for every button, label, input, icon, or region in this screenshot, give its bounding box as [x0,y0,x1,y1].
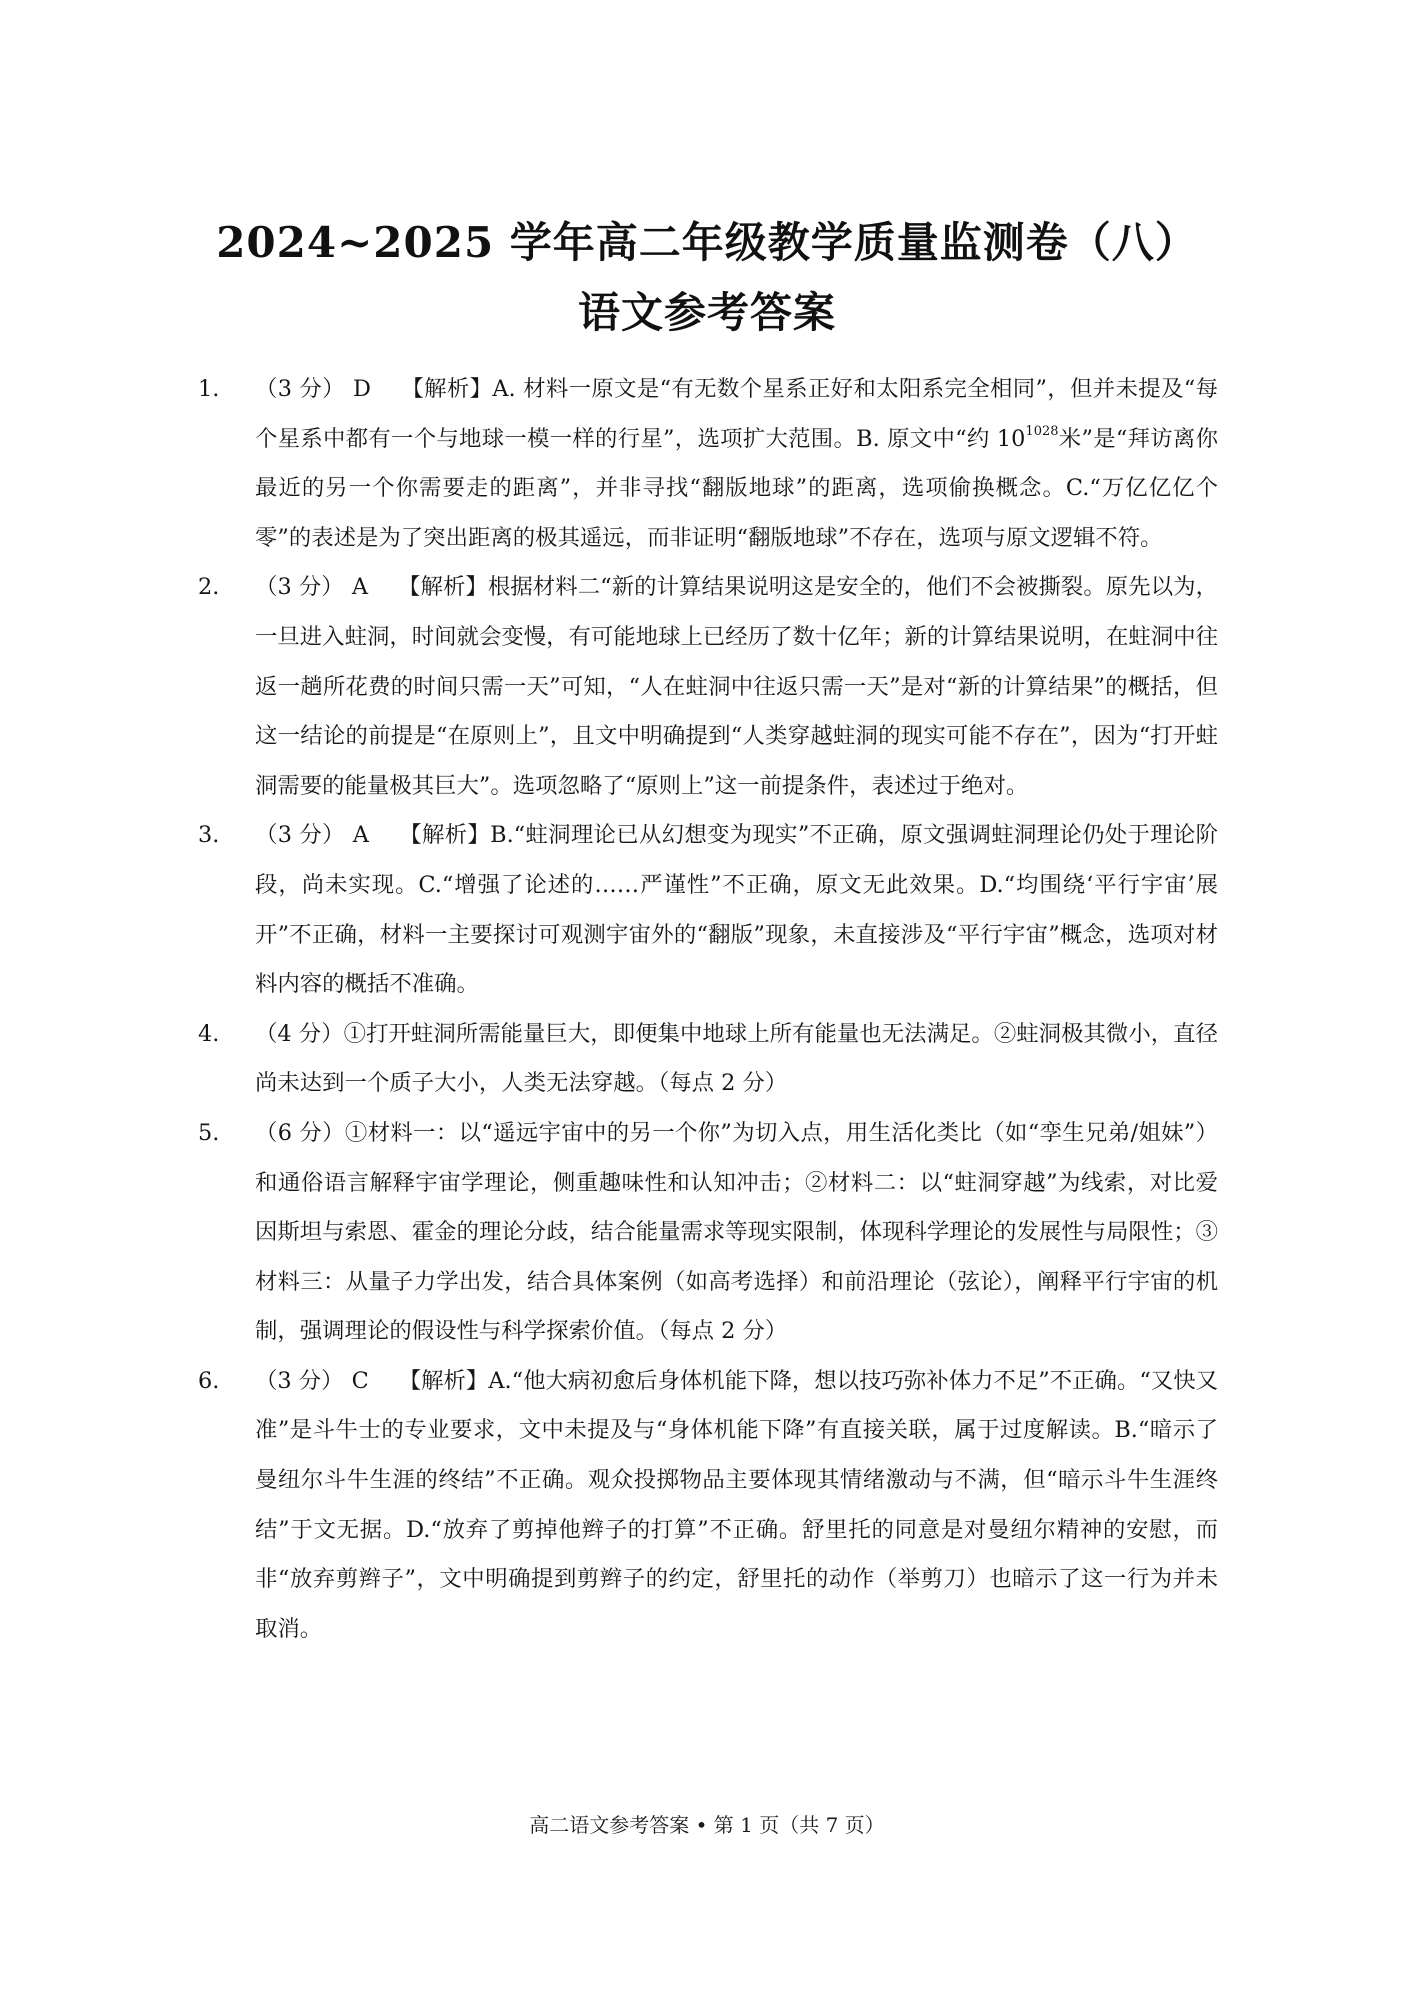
item-score: （3 分） [255,1367,344,1394]
item-text: B.“蛀洞理论已从幻想变为现实”不正确，原文强调蛀洞理论仍处于理论阶段，尚未实现。C.“增强了论述的……严谨性”不正确，原文无此效果。D.“均围绕‘平行宇宙’展开”不正确，材料一主要探讨可观测宇宙外的“翻版”现象，未直接涉及“平行宇宙”概念，选项对材料内容的概括不准确。 [255,822,1219,998]
page-footer: 高二语文参考答案 • 第 1 页（共 7 页） [529,1813,885,1837]
item-answer: D [353,376,371,402]
answer-item-6 [198,1357,1218,1655]
item-body [255,365,1218,563]
exponent: 1028 [1025,423,1059,439]
item-number: 6. [198,1367,220,1394]
item-score: （3 分） [255,574,344,601]
item-body [255,563,1218,811]
answer-item-5 [198,1109,1218,1357]
item-number: 4. [198,1020,220,1047]
answer-list [198,365,1218,1654]
item-number: 5. [198,1119,220,1146]
item-score: （4 分） [255,1020,344,1047]
title-line-subject: 语文参考答案 [577,288,836,337]
title-line-exam: 2024~2025 学年高二年级教学质量监测卷（八） [216,218,1198,267]
answer-item-2 [198,563,1218,811]
answer-item-4 [198,1010,1218,1109]
item-text-continued: 米”是“拜访离你最近的另一个你需要走的距离”，并非寻找“翻版地球”的距离，选项偷换概念。C.“万亿亿亿个零”的表述是为了突出距离的极其遥远，而非证明“翻版地球”不存在，选项与原文逻辑不符。 [255,425,1218,551]
item-text: ①材料一：以“遥远宇宙中的另一个你”为切入点，用生活化类比（如“孪生兄弟/姐妹”）和通俗语言解释宇宙学理论，侧重趣味性和认知冲击；②材料二：以“蛀洞穿越”为线索，对比爱因斯坦与索恩、霍金的理论分歧，结合能量需求等现实限制，体现科学理论的发展性与局限性；③材料三：从量子力学出发，结合具体案例（如高考选择）和前沿理论（弦论），阐释平行宇宙的机制，强调理论的假设性与科学探索价值。（每点 2 分） [255,1119,1218,1345]
item-text: ①打开蛀洞所需能量巨大，即便集中地球上所有能量也无法满足。②蛀洞极其微小，直径尚未达到一个质子大小，人类无法穿越。（每点 2 分） [255,1020,1218,1097]
item-body [255,1109,1218,1357]
item-answer: C [351,1367,369,1394]
item-number: 3. [198,822,220,849]
item-number: 1. [198,376,220,402]
item-text: A. 材料一原文是“有无数个星系正好和太阳系完全相同”，但并未提及“每个星系中都有一个与地球一模一样的行星”，选项扩大范围。B. 原文中“约 10 [255,376,1218,452]
item-body [255,1010,1218,1109]
item-score: （3 分） [255,376,345,402]
item-text: A.“他大病初愈后身体机能下降，想以技巧弥补体力不足”不正确。“又快又准”是斗牛士的专业要求，文中未提及与“身体机能下降”有直接关联，属于过度解读。B.“暗示了曼纽尔斗牛生涯的终结”不正确。观众投掷物品主要体现其情绪激动与不满，但“暗示斗牛生涯终结”于文无据。D.“放弃了剪掉他辫子的打算”不正确。舒里托的同意是对曼纽尔精神的安慰，而非“放弃剪辫子”，文中明确提到剪辫子的约定，舒里托的动作（举剪刀）也暗示了这一行为并未取消。 [255,1367,1218,1642]
item-score: （6 分） [255,1119,345,1146]
item-number: 2. [198,574,220,601]
answer-item-3 [198,811,1218,1009]
item-text: 根据材料二“新的计算结果说明这是安全的，他们不会被撕裂。原先以为，一旦进入蛀洞，时间就会变慢，有可能地球上已经历了数十亿年；新的计算结果说明，在蛀洞中往返一趟所花费的时间只需一天”可知，“人在蛀洞中往返只需一天”是对“新的计算结果”的概括，但这一结论的前提是“在原则上”，且文中明确提到“人类穿越蛀洞的现实可能不存在”，因为“打开蛀洞需要的能量极其巨大”。选项忽略了“原则上”这一前提条件，表述过于绝对。 [255,574,1218,799]
item-score: （3 分） [255,822,345,849]
item-body [255,1357,1218,1655]
item-answer: A [351,574,368,601]
analysis-tag: 【解析】 [397,574,488,601]
page-title [0,208,1414,348]
answer-item-1 [198,365,1218,563]
analysis-tag: 【解析】 [398,822,491,849]
analysis-tag: 【解析】 [400,376,493,402]
item-body [255,811,1218,1009]
analysis-tag: 【解析】 [398,1367,489,1394]
item-answer: A [352,822,369,849]
